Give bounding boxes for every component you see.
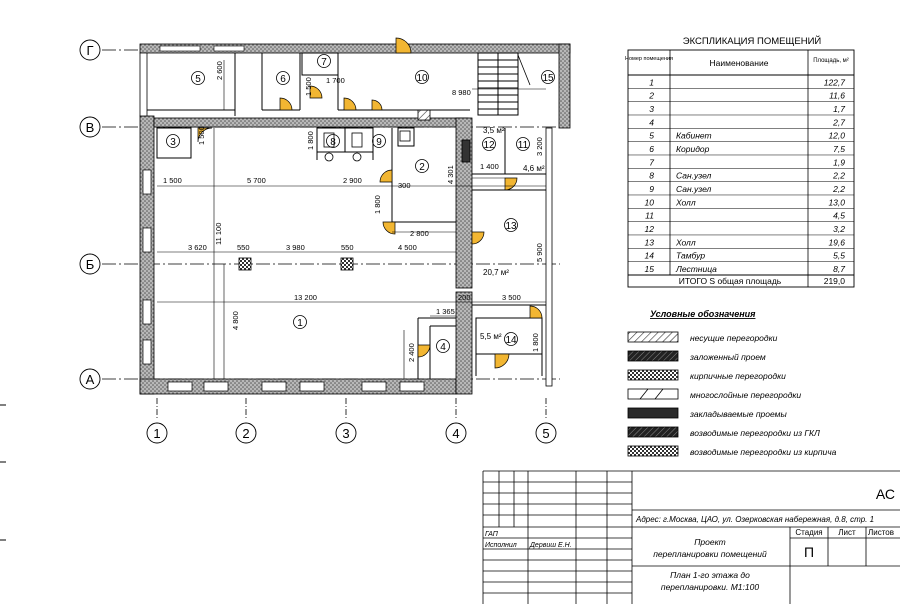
room-number: 11 — [517, 140, 529, 151]
explication-row-number: 1 — [649, 77, 654, 88]
legend-swatch-bearing — [628, 332, 678, 342]
explication-table — [625, 35, 854, 287]
title-block-text — [485, 486, 895, 592]
explication-row-name: Сан.узел — [676, 170, 712, 181]
legend-swatch-new-brick — [628, 446, 678, 456]
dim-text: 2 800 — [410, 229, 429, 238]
stamp-address: Адрес: г.Москва, ЦАО, ул. Озерковская набережная, д.8, стр. 1 — [636, 515, 875, 524]
room-number: 9 — [376, 137, 382, 148]
legend-item-label: закладываемые проемы — [690, 409, 787, 419]
dim-text: 1 500 — [304, 77, 313, 96]
room-number: 8 — [330, 137, 336, 148]
stamp-executor-name: Дервиш Е.Н. — [530, 542, 572, 549]
explication-row-number: 14 — [644, 250, 654, 261]
dim-text: 1 400 — [480, 162, 499, 171]
door-entrance-top — [396, 38, 411, 53]
dim-text: 8 980 — [452, 88, 471, 97]
dim-text: 4 500 — [398, 243, 417, 252]
room-area: 5,5 м² — [480, 332, 502, 341]
explication-row-number: 10 — [644, 197, 654, 208]
dim-text: 1 800 — [531, 333, 540, 352]
explication-row-name: Кабинет — [676, 130, 712, 141]
explication-row-area: 3,2 — [833, 223, 845, 234]
door-room-6 — [280, 98, 292, 110]
explication-col-number: Номер помещения — [625, 56, 673, 62]
explication-row-number: 13 — [644, 237, 654, 248]
legend-swatch-gkl — [628, 427, 678, 437]
explication-row-area: 1,7 — [833, 103, 845, 114]
stamp-col-stage: Стадия — [795, 528, 823, 537]
dim-text: 3 620 — [188, 243, 207, 252]
dim-text: 11 100 — [214, 222, 223, 245]
stamp-code: АС — [875, 486, 895, 502]
room-number: 13 — [505, 221, 517, 232]
dim-text: 550 — [237, 243, 250, 252]
dim-text: 2 900 — [343, 176, 362, 185]
dim-text: 1 800 — [373, 195, 382, 214]
explication-title: ЭКСПЛИКАЦИЯ ПОМЕЩЕНИЙ — [682, 36, 822, 47]
legend-item-label: возводимые перегородки из кирпича — [690, 447, 837, 457]
dim-text: 3 980 — [286, 243, 305, 252]
explication-row-area: 1,9 — [833, 157, 845, 168]
explication-row-area: 7,5 — [833, 143, 845, 154]
door-hall-10 — [344, 98, 356, 110]
stamp-col-sheet: Лист — [838, 528, 856, 537]
room-number: 12 — [483, 140, 495, 151]
explication-row-area: 11,6 — [829, 90, 845, 101]
room-number: 5 — [195, 74, 201, 85]
explication-row-number: 9 — [649, 183, 654, 194]
explication-row-name: Холл — [676, 197, 696, 208]
explication-row-name: Сан.узел — [676, 183, 712, 194]
explication-row-number: 5 — [649, 130, 654, 141]
door-hall-10b — [372, 100, 382, 110]
explication-row-number: 4 — [649, 117, 654, 128]
explication-row-name: Коридор — [676, 143, 710, 154]
explication-row-area: 12,0 — [828, 130, 845, 141]
dim-text: 2 400 — [407, 343, 416, 362]
legend-swatch-closed-opening — [628, 351, 678, 361]
door-room-2 — [380, 170, 392, 182]
dim-text: 5 700 — [247, 176, 266, 185]
explication-row-area: 8,7 — [833, 263, 845, 274]
dim-text: 1 800 — [306, 131, 315, 150]
legend-item-label: возводимые перегородки из ГКЛ — [690, 428, 820, 438]
room-number: 3 — [170, 137, 176, 148]
dim-text: 4 800 — [231, 311, 240, 330]
explication-row-area: 2,7 — [833, 117, 845, 128]
legend-item-label: несущие перегородки — [690, 333, 778, 343]
explication-row-area: 13,0 — [828, 197, 845, 208]
dim-text: 5 900 — [535, 243, 544, 262]
explication-row-area: 19,6 — [828, 237, 845, 248]
dim-text: 13 200 — [294, 293, 317, 302]
explication-row-name: Лестница — [676, 263, 717, 274]
dim-text: 4 301 — [446, 165, 455, 184]
room-area: 4,6 м² — [523, 164, 545, 173]
axis-label-1: 1 — [153, 426, 161, 441]
stamp-col-sheets: Листов — [868, 528, 894, 537]
explication-row-number: 7 — [649, 157, 654, 168]
stamp-stage-value: П — [803, 544, 815, 560]
dim-text: 1 700 — [326, 76, 345, 85]
dim-text: 3 500 — [502, 293, 521, 302]
explication-total-label: ИТОГО S общая площадь — [678, 276, 782, 286]
door-room-4 — [418, 345, 430, 357]
dim-text: 2 600 — [215, 61, 224, 80]
axis-label-4: 4 — [452, 426, 460, 441]
stamp-executor-label: Исполнил — [485, 542, 517, 549]
explication-col-name: Наименование — [709, 58, 769, 68]
explication-row-area: 122,7 — [823, 77, 845, 88]
dim-text: 1 500 — [163, 176, 182, 185]
room-number: 4 — [440, 342, 446, 353]
room-number: 6 — [280, 74, 286, 85]
axis-label-a: А — [85, 372, 95, 387]
legend-swatch-to-close — [628, 408, 678, 418]
room-number: 2 — [419, 162, 425, 173]
room-number: 1 — [297, 318, 303, 329]
explication-row-area: 2,2 — [833, 170, 845, 181]
room-number: 15 — [542, 73, 554, 84]
door-room-14-top — [530, 306, 542, 318]
explication-row-number: 8 — [649, 170, 654, 181]
axis-label-3: 3 — [342, 426, 350, 441]
explication-row-number: 11 — [645, 210, 654, 221]
explication-row-number: 2 — [649, 90, 654, 101]
explication-row-number: 15 — [644, 263, 654, 274]
stamp-sheet-title-line1: План 1-го этажа до — [670, 570, 750, 580]
room-number: 14 — [505, 335, 517, 346]
legend — [628, 309, 837, 457]
explication-row-name: Холл — [676, 237, 696, 248]
axis-label-b: Б — [85, 257, 95, 272]
explication-row-area: 4,5 — [833, 210, 845, 221]
explication-row-area: 2,2 — [833, 183, 845, 194]
room-number: 7 — [321, 57, 327, 68]
dim-text: 1 365 — [436, 307, 455, 316]
door-vestibule-14 — [495, 354, 509, 368]
dim-text: 200 — [458, 293, 471, 302]
stamp-project-line1: Проект — [694, 537, 726, 547]
explication-row-number: 3 — [649, 103, 654, 114]
axis-label-g: Г — [86, 43, 94, 58]
dim-text: 300 — [398, 181, 411, 190]
explication-row-number: 12 — [644, 223, 654, 234]
legend-item-label: кирпичные перегородки — [690, 371, 786, 381]
stamp-sheet-title-line2: перепланировки. М1:100 — [660, 582, 760, 592]
legend-item-label: заложенный проем — [690, 352, 766, 362]
dim-text: 1 500 — [197, 126, 206, 145]
legend-swatch-brick — [628, 370, 678, 380]
explication-row-number: 6 — [649, 143, 654, 154]
stamp-project-line2: перепланировки помещений — [653, 549, 767, 559]
room-area: 20,7 м² — [483, 268, 509, 277]
legend-item-label: многослойные перегородки — [690, 390, 802, 400]
legend-title: Условные обозначения — [650, 309, 756, 319]
explication-total-value: 219,0 — [823, 276, 845, 286]
explication-row-area: 5,5 — [833, 250, 845, 261]
door-hall-13 — [472, 232, 484, 244]
door-room-11 — [505, 178, 517, 190]
axis-label-v: В — [85, 120, 95, 135]
room-area: 3,5 м² — [483, 126, 505, 135]
dim-text: 3 200 — [535, 137, 544, 156]
stamp-gap-label: ГАП — [485, 531, 498, 538]
axis-label-2: 2 — [242, 426, 250, 441]
explication-col-area: Площадь, м² — [813, 58, 849, 64]
room-number: 10 — [416, 73, 428, 84]
dim-text: 550 — [341, 243, 354, 252]
explication-row-name: Тамбур — [676, 250, 706, 261]
axis-label-5: 5 — [542, 426, 550, 441]
legend-swatch-multilayer — [628, 389, 678, 399]
